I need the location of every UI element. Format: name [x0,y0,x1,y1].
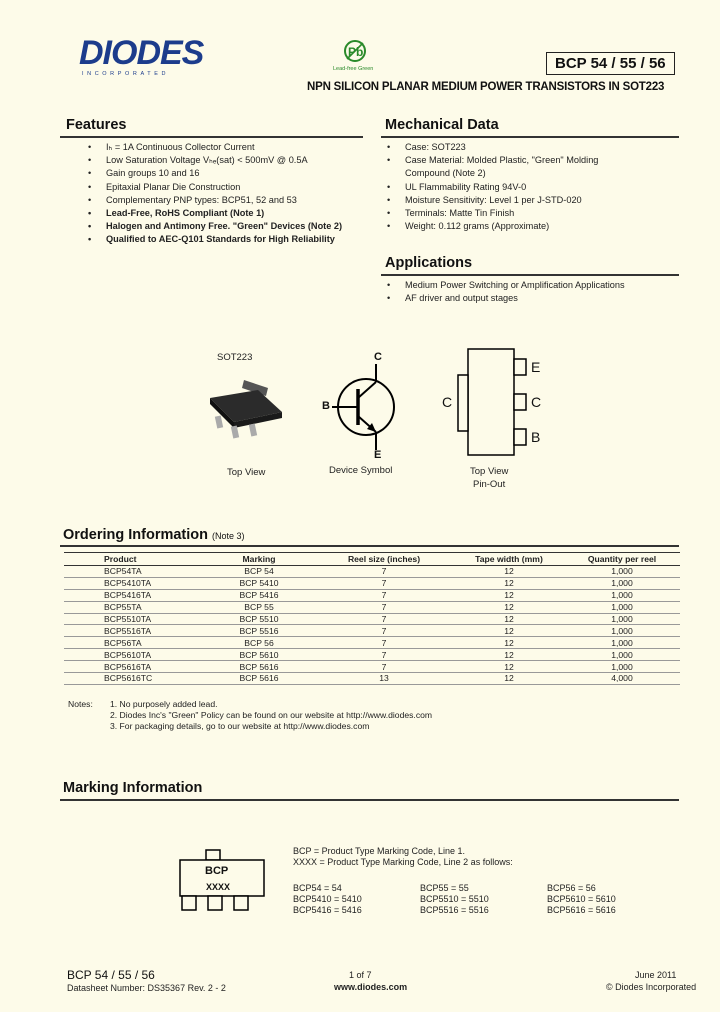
table-row [64,625,680,637]
cell-reel-size: 7 [314,661,454,673]
ordering-title-text: Ordering Information [63,527,208,543]
footer-date: June 2011 [635,970,677,980]
mechanical-rule [381,136,679,138]
marking-code-col-3 [547,883,616,915]
pin-b-label: B [322,400,330,412]
part-number-box: BCP 54 / 55 / 56 [546,52,675,75]
cell-quantity: 1,000 [564,649,680,661]
applications-rule [381,274,679,276]
cell-reel-size: 7 [314,589,454,601]
cell-product: BCP5410TA [64,577,204,589]
list-item: • Complementary PNP types: BCP51, 52 and 53 [86,194,366,207]
package-label: SOT223 [217,352,253,363]
footer-part: BCP 54 / 55 / 56 [67,968,155,982]
list-item: • Case Material: Molded Plastic, "Green" Molding Compound (Note 2) [385,154,635,180]
col-tape-width: Tape width (mm) [454,553,564,566]
list-item: • Terminals: Matte Tin Finish [385,207,635,220]
ordering-note: (Note 3) [212,531,245,541]
table-header-row [64,553,680,566]
marking-code: BCP5516 = 5516 [420,904,489,915]
cell-tape-width: 12 [454,637,564,649]
table-row [64,673,680,685]
cell-tape-width: 12 [454,661,564,673]
list-item: • AF driver and output stages [385,292,679,305]
marking-code: BCP5610 = 5610 [547,893,616,904]
pin-e-label: E [374,449,382,461]
cell-tape-width: 12 [454,577,564,589]
cell-product: BCP54TA [64,566,204,578]
col-quantity: Quantity per reel [564,553,680,566]
cell-marking: BCP 5510 [204,613,314,625]
footer-page: 1 of 7 [349,970,372,980]
diodes-logo: DIODES [79,34,204,72]
list-item: • UL Flammability Rating 94V-0 [385,181,635,194]
pin-out-label: Pin-Out [473,479,506,490]
pinout-b-label: B [531,429,541,445]
col-product: Product [64,553,204,566]
cell-marking: BCP 5616 [204,661,314,673]
marking-code: BCP55 = 55 [420,883,469,893]
features-title: Features [66,117,127,133]
cell-product: BCP55TA [64,601,204,613]
leadfree-label: Lead-free Green [333,66,374,72]
footer-website-link[interactable]: www.diodes.com [334,982,408,992]
list-item: • Gain groups 10 and 16 [86,167,366,180]
cell-product: BCP56TA [64,637,204,649]
cell-quantity: 1,000 [564,613,680,625]
cell-marking: BCP 55 [204,601,314,613]
cell-reel-size: 7 [314,637,454,649]
marking-code-col-2 [420,883,489,915]
list-item: • Iₕ = 1A Continuous Collector Current [86,141,366,154]
chip-line1: BCP [205,865,229,877]
cell-reel-size: 7 [314,577,454,589]
marking-desc-2: XXXX = Product Type Marking Code, Line 2 as follows: [293,857,513,867]
list-item: • Moisture Sensitivity: Level 1 per J-STD-020 [385,194,635,207]
cell-marking: BCP 54 [204,566,314,578]
marking-code: BCP56 = 56 [547,883,596,893]
cell-product: BCP5416TA [64,589,204,601]
marking-code-col-1 [293,883,362,915]
cell-quantity: 1,000 [564,577,680,589]
device-symbol-label: Device Symbol [329,465,393,476]
cell-quantity: 1,000 [564,637,680,649]
cell-marking: BCP 5516 [204,625,314,637]
cell-reel-size: 7 [314,601,454,613]
col-reel-size: Reel size (inches) [314,553,454,566]
cell-tape-width: 12 [454,566,564,578]
cell-product: BCP5610TA [64,649,204,661]
list-item: • Low Saturation Voltage Vₕₑ(sat) < 500mV @ 0.5A [86,154,366,167]
marking-code: BCP54 = 54 [293,883,342,893]
cell-quantity: 4,000 [564,673,680,685]
mechanical-title: Mechanical Data [385,117,499,133]
marking-code: BCP5616 = 5616 [547,904,616,915]
cell-tape-width: 12 [454,673,564,685]
ordering-rule [60,545,679,547]
footer-datasheet: Datasheet Number: DS35367 Rev. 2 - 2 [67,983,226,993]
applications-title: Applications [385,255,473,271]
table-row [64,637,680,649]
cell-tape-width: 12 [454,625,564,637]
leadfree-pb-icon [341,38,371,64]
list-item: • Halogen and Antimony Free. "Green" Devices (Note 2) [86,220,366,233]
pinout-diagram [440,345,530,460]
cell-product: BCP5510TA [64,613,204,625]
marking-code: BCP5410 = 5410 [293,893,362,904]
cell-marking: BCP 56 [204,637,314,649]
note-item: 3. For packaging details, go to our website at http://www.diodes.com [110,720,370,731]
col-marking: Marking [204,553,314,566]
cell-quantity: 1,000 [564,661,680,673]
chip-line2: XXXX [206,882,231,892]
sot223-package-image [200,370,290,446]
list-item: • Weight: 0.112 grams (Approximate) [385,220,635,233]
cell-tape-width: 12 [454,649,564,661]
cell-tape-width: 12 [454,613,564,625]
cell-reel-size: 7 [314,649,454,661]
table-row [64,577,680,589]
table-row [64,589,680,601]
applications-list [385,279,679,305]
cell-reel-size: 7 [314,613,454,625]
cell-quantity: 1,000 [564,589,680,601]
marking-title: Marking Information [63,780,203,796]
ordering-table [64,552,680,685]
cell-product: BCP5616TA [64,661,204,673]
page-title: NPN SILICON PLANAR MEDIUM POWER TRANSISTORS IN SOT223 [307,81,665,93]
list-item: • Case: SOT223 [385,141,635,154]
marking-desc-1: BCP = Product Type Marking Code, Line 1. [293,846,466,856]
list-item: • Lead-Free, RoHS Compliant (Note 1) [86,207,366,220]
top-view-label: Top View [227,467,266,478]
table-row [64,601,680,613]
cell-product: BCP5616TC [64,673,204,685]
notes-list [110,699,432,731]
ordering-title [63,527,245,543]
marking-code: BCP5510 = 5510 [420,893,489,904]
note-item: 2. Diodes Inc's "Green" Policy can be found on our website at http://www.diodes.com [110,709,433,720]
cell-quantity: 1,000 [564,566,680,578]
cell-marking: BCP 5416 [204,589,314,601]
cell-marking: BCP 5616 [204,673,314,685]
marking-rule [60,799,679,801]
list-item: • Medium Power Switching or Amplification Applications [385,279,679,292]
cell-quantity: 1,000 [564,625,680,637]
marking-code: BCP5416 = 5416 [293,904,362,915]
cell-quantity: 1,000 [564,601,680,613]
pinout-c-right-label: C [531,394,542,410]
svg-text:Pb: Pb [348,45,364,59]
mechanical-list [385,141,635,233]
footer-copyright: © Diodes Incorporated [606,982,697,992]
top-view-2-label: Top View [470,466,509,477]
table-row [64,566,680,578]
list-item: • Epitaxial Planar Die Construction [86,181,366,194]
list-item: • Qualified to AEC-Q101 Standards for High Reliability [86,233,366,246]
table-row [64,649,680,661]
pin-c-label: C [374,351,382,363]
table-row [64,613,680,625]
cell-tape-width: 12 [454,589,564,601]
logo-subtitle: INCORPORATED [82,71,170,77]
cell-reel-size: 13 [314,673,454,685]
note-item: 1. No purposely added lead. [110,699,218,709]
table-row [64,661,680,673]
features-list [86,141,366,247]
cell-product: BCP5516TA [64,625,204,637]
cell-reel-size: 7 [314,625,454,637]
npn-device-symbol [318,350,408,465]
cell-reel-size: 7 [314,566,454,578]
cell-tape-width: 12 [454,601,564,613]
cell-marking: BCP 5410 [204,577,314,589]
pinout-c-left-label: C [442,394,453,410]
pinout-e-label: E [531,359,541,375]
notes-label: Notes: [68,699,93,709]
features-rule [60,136,363,138]
cell-marking: BCP 5610 [204,649,314,661]
